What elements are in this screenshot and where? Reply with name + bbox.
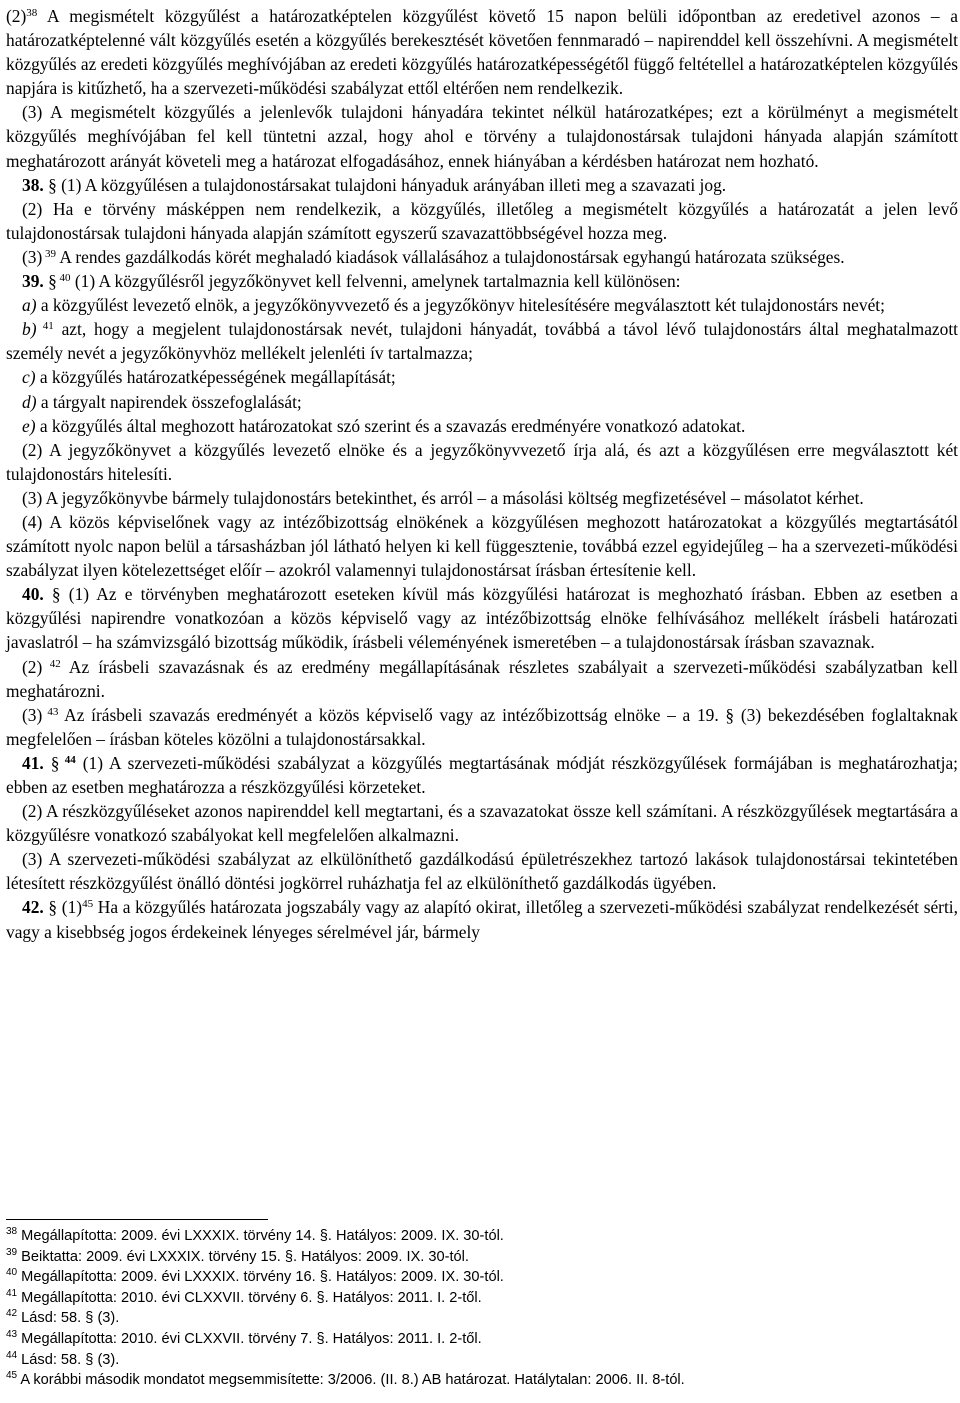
text-run: (3) A szervezeti-működési szabályzat az elkülöníthető gazdálkodású épületrészekhez tartozó lakások tulajdonostársai tekintetében létesített részközgyűlést önálló döntési jogkörrel ruházhatja fel az elkülöníthető gazdálkodás ügyében.	[6, 849, 958, 894]
text-run: (2) Ha e törvény másképpen nem rendelkezik, a közgyűlés, illetőleg a megismételt közgyűlés a határozatát a jelen levő tulajdonostársak tulajdoni hányada alapján számított egyszerű szavazattöbbségével hozza meg.	[6, 198, 958, 243]
footnote-number: 38	[6, 1226, 18, 1237]
point-label: e)	[22, 415, 36, 436]
footnote-ref: 39	[42, 247, 57, 260]
text-run: (4) A közös képviselőnek vagy az intézőbizottság elnökének a közgyűlésen meghozott határozatokat a közgyűlés megtartásától számított nyolc napon belül a társasházban jól látható helyen ki kell függesztenie, továbbá ezzel egyidejűleg – ha a szervezeti-működési szabályzat ilyen kötelezettséget előír – azokról valamennyi tulajdonostársat írásban értesítenie kell.	[6, 511, 958, 581]
text-run: a közgyűlés határozatképességének megállapítását;	[35, 367, 396, 388]
footnote-number: 40	[6, 1267, 18, 1279]
text-run: A rendes gazdálkodás körét meghaladó kiadások vállalásához a tulajdonostársak egyhangú határozata szükséges.	[56, 246, 845, 267]
footnote	[6, 1247, 958, 1268]
section-number: 42.	[22, 897, 44, 918]
footnote-list	[6, 1226, 958, 1391]
text-run: a közgyűlést levezető elnök, a jegyzőkönyvvezető és a jegyzőkönyv hitelesítésére megválasztott két tulajdonostárs nevét;	[36, 295, 885, 316]
paragraph	[6, 269, 958, 293]
footnote	[6, 1350, 958, 1371]
text-run: (1) A szervezeti-működési szabályzat a közgyűlés megtartásának módját részközgyűlések formájában is meghatározhatja; ebben az esetben meghatározza a részközgyűlési körzeteket.	[6, 752, 959, 797]
point-label: c)	[22, 367, 36, 388]
paragraph	[6, 0, 958, 100]
text-run: A megismételt közgyűlést a határozatképtelen közgyűlést követő 15 napon belüli időpontban az eredetivel azonos – a határozatképtelenné vált közgyűlés esetén a közgyűlés berekesztését követően fennmaradó – napirenddel kell összehívni. A megismételt közgyűlés az eredeti közgyűlés meghívójában az eredeti közgyűlés határozatképességétől függő feltétellel a határozatképtelen közgyűlés napjára is kitűzhető, ha a szervezeti-működési szabályzat ettől eltérően nem rendelkezik.	[6, 6, 958, 99]
text-run: § (1)	[43, 897, 83, 918]
paragraph	[6, 510, 958, 582]
footnote-number: 39	[6, 1246, 18, 1258]
document-body	[6, 0, 958, 944]
paragraph	[6, 895, 958, 943]
footnote-number: 44	[6, 1349, 18, 1361]
text-run: § (1) A közgyűlésen a tulajdonostársakat tulajdoni hányaduk arányában illeti meg a szavazati jog.	[43, 174, 727, 195]
footnote-text: Megállapította: 2009. évi LXXXIX. törvény 14. §. Hatályos: 2009. IX. 30-tól.	[17, 1228, 504, 1244]
text-run: (2) A részközgyűléseket azonos napirenddel kell megtartani, és a szavazatokat össze kell számítani. A részközgyűlések megtartására a közgyűlésre vonatkozó szabályokat kell megfelelően alkalmazni.	[6, 801, 958, 846]
point-label: a)	[22, 295, 37, 316]
footnote-number: 43	[6, 1328, 18, 1340]
footnote-number: 42	[6, 1308, 18, 1320]
paragraph	[6, 751, 958, 799]
footnote-number: 41	[6, 1287, 18, 1299]
text-run: (1) A közgyűlésről jegyzőkönyvet kell felvenni, amelynek tartalmaznia kell különösen:	[70, 271, 681, 292]
footnote	[6, 1288, 958, 1309]
paragraph	[6, 245, 958, 269]
footnote-ref: 38	[26, 7, 38, 19]
paragraph	[6, 799, 958, 847]
paragraph	[6, 197, 958, 245]
footnote-text: Lásd: 58. § (3).	[17, 1310, 120, 1327]
paragraph	[6, 365, 958, 389]
footnote-ref: 45	[82, 898, 94, 911]
footnote-ref: 42	[42, 657, 61, 670]
footnote-text: Megállapította: 2009. évi LXXXIX. törvény 16. §. Hatályos: 2009. IX. 30-tól.	[17, 1269, 504, 1286]
paragraph	[6, 414, 958, 438]
paragraph	[6, 438, 958, 486]
section-number: 41.	[22, 752, 44, 773]
text-run: azt, hogy a megjelent tulajdonostársak nevét, tulajdoni hányadát, továbbá a távol lévő tulajdonostárs által meghatalmazott személy nevét a jegyzőkönyvhöz mellékelt jelenléti ív tartalmazza;	[6, 319, 958, 364]
paragraph	[6, 390, 958, 414]
text-run: Az írásbeli szavazás eredményét a közös képviselő vagy az intézőbizottság elnöke – a 19. § (3) bekezdésében foglaltaknak megfelelően – írásban köteles közölni a tulajdonostársakkal.	[6, 704, 959, 749]
footnote-ref: 41	[36, 320, 54, 333]
footnote-separator	[6, 1219, 268, 1220]
text-run: (3) A megismételt közgyűlés a jelenlevők tulajdoni hányadára tekintet nélkül határozatképes; ezt a körülményt a megismételt közgyűlés meghívójában fel kell tüntetni azzal, hogy ahol e törvény a tulajdonostársak tulajdoni hányada alapján számított meghatározott arányát követeli meg a határozat elfogadásához, ennek hiányában a kérdésben határozat nem hozható.	[6, 102, 958, 171]
footnote-ref: 43	[42, 705, 59, 718]
paragraph	[6, 293, 958, 317]
text-run: (3) A jegyzőkönyvbe bármely tulajdonostárs betekinthet, és arról – a másolási költség megfizetésével – másolatot kérhet.	[22, 487, 864, 508]
text-run: (2)	[6, 6, 27, 26]
text-run: (2)	[22, 656, 43, 677]
text-run: §	[43, 752, 60, 773]
footnote	[6, 1370, 958, 1391]
footnote-ref: 44	[59, 753, 76, 766]
text-run: (3)	[22, 704, 43, 725]
paragraph	[6, 655, 958, 703]
point-label: d)	[22, 391, 37, 412]
footnote	[6, 1308, 958, 1329]
point-label: b)	[22, 319, 37, 340]
paragraph	[6, 703, 958, 751]
footnote-ref: 40	[56, 272, 71, 285]
text-run: §	[43, 271, 57, 292]
section-number: 40.	[22, 584, 44, 605]
text-run: (2) A jegyzőkönyvet a közgyűlés levezető elnöke és a jegyzőkönyvvezető írja alá, és azt a közgyűlésen erre megválasztott két tulajdonostárs hitelesíti.	[6, 439, 958, 484]
paragraph	[6, 486, 958, 510]
text-run: a tárgyalt napirendek összefoglalását;	[36, 391, 302, 412]
footnote	[6, 1226, 958, 1247]
section-number: 38.	[22, 174, 44, 195]
footnote-text: A korábbi második mondatot megsemmisítette: 3/2006. (II. 8.) AB határozat. Hatálytalan: 2006. II. 8-tól.	[17, 1372, 685, 1389]
paragraph	[6, 100, 958, 172]
text-run: Ha a közgyűlés határozata jogszabály vagy az alapító okirat, illetőleg a szervezeti-működési szabályzat rendelkezését sérti, vagy a kisebbség jogos érdekeinek lényeges sérelmével jár, bármely	[6, 897, 958, 942]
section-number: 39.	[22, 271, 44, 292]
footnote-text: Beiktatta: 2009. évi LXXXIX. törvény 15. §. Hatályos: 2009. IX. 30-tól.	[17, 1248, 469, 1265]
text-run: Az írásbeli szavazásnak és az eredmény megállapításának részletes szabályait a szervezeti-működési szabályzatban kell meghatározni.	[6, 656, 958, 701]
text-run: (3)	[22, 246, 43, 267]
footnote	[6, 1267, 958, 1288]
paragraph	[6, 582, 958, 654]
footnote-text: Megállapította: 2010. évi CLXXVII. törvény 6. §. Hatályos: 2011. I. 2-től.	[17, 1289, 482, 1306]
footnotes	[6, 1219, 958, 1391]
paragraph	[6, 317, 958, 365]
footnote	[6, 1329, 958, 1350]
footnote-text: Megállapította: 2010. évi CLXXVII. törvény 7. §. Hatályos: 2011. I. 2-től.	[17, 1330, 482, 1347]
text-run: § (1) Az e törvényben meghatározott eseteken kívül más közgyűlési határozat is meghozható írásban. Ebben az esetben a közgyűlési napirendre vonatkozóan a közös képviselő vagy az intézőbizottság elnöke felhívásához mellékelt írásbeli határozati javaslatról – ha számvizsgáló bizottság működik, írásbeli véleményének ismeretében – a tulajdonostársak írásban szavaznak.	[6, 584, 958, 653]
paragraph	[6, 847, 958, 895]
text-run: a közgyűlés által meghozott határozatokat szó szerint és a szavazás eredményére vonatkozó adatokat.	[35, 415, 746, 436]
footnote-number: 45	[6, 1370, 18, 1382]
paragraph	[6, 173, 958, 197]
footnote-text: Lásd: 58. § (3).	[17, 1351, 120, 1368]
